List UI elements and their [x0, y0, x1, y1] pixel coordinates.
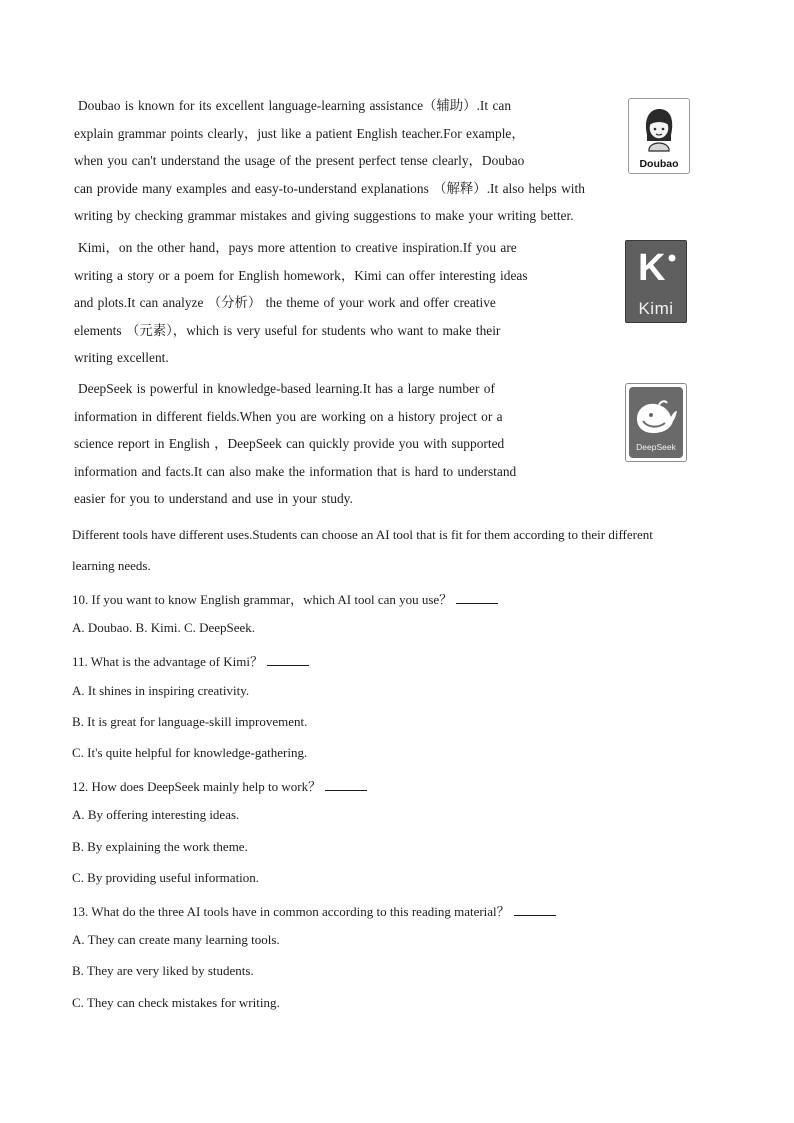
question-12-option-c: C. By providing useful information.: [72, 870, 260, 885]
kimi-logo-text: Kimi: [638, 299, 674, 318]
kimi-logo-mark: K: [638, 247, 666, 289]
question-13: [72, 901, 556, 920]
question-stem: 12. How does DeepSeek mainly help to work？: [72, 779, 322, 794]
paragraph-line: can provide many examples and easy-to-understand explanations （解释）.It also helps with: [74, 180, 585, 196]
question-stem: 10. If you want to know English grammar，which AI tool can you use？: [72, 592, 453, 607]
question-11-option-a: A. It shines in inspiring creativity.: [72, 683, 250, 698]
question-13-option-a: A. They can create many learning tools.: [72, 932, 280, 947]
doubao-paragraph: [74, 92, 585, 230]
paragraph-line: writing excellent.: [74, 350, 169, 366]
paragraph-line: writing a story or a poem for English homework，Kimi can offer interesting ideas: [74, 267, 528, 283]
question-10-options: A. Doubao. B. Kimi. C. DeepSeek.: [72, 620, 256, 635]
doubao-logo: [628, 98, 690, 174]
answer-blank[interactable]: [456, 593, 498, 604]
paragraph-line: information and facts.It can also make the information that is hard to understand: [74, 463, 517, 479]
paragraph-line: elements （元素），which is very useful for students who want to make their: [74, 322, 501, 338]
paragraph-line: explain grammar points clearly，just like a patient English teacher.For example，: [74, 125, 525, 141]
paragraph-line: when you can't understand the usage of the present perfect tense clearly，Doubao: [74, 153, 525, 169]
summary-line-1: Different tools have different uses.Students can choose an AI tool that is fit for them according to their different: [72, 527, 653, 542]
kimi-dot-icon: [666, 252, 678, 264]
question-11-option-b: B. It is great for language-skill improvement.: [72, 714, 308, 729]
paragraph-line: DeepSeek is powerful in knowledge-based learning.It has a large number of: [78, 381, 495, 396]
answer-blank[interactable]: [325, 780, 367, 791]
deepseek-logo-inner: [629, 387, 683, 458]
paragraph-line: information in different fields.When you are working on a history project or a: [74, 408, 503, 424]
deepseek-paragraph: [74, 375, 516, 513]
summary-line-2: learning needs.: [72, 558, 151, 573]
question-12-option-a: A. By offering interesting ideas.: [72, 807, 240, 822]
kimi-k-icon: [638, 247, 676, 289]
question-12: [72, 776, 367, 795]
paragraph-line: Kimi，on the other hand，pays more attention to creative inspiration.If you are: [78, 240, 517, 255]
paragraph-line: easier for you to understand and use in your study.: [74, 491, 353, 507]
paragraph-line: writing by checking grammar mistakes and giving suggestions to make your writing better.: [74, 208, 574, 224]
question-11-option-c: C. It's quite helpful for knowledge-gathering.: [72, 745, 308, 760]
deepseek-logo-text: DeepSeek: [636, 442, 676, 452]
question-12-option-b: B. By explaining the work theme.: [72, 839, 248, 854]
question-13-option-c: C. They can check mistakes for writing.: [72, 995, 280, 1010]
deepseek-logo: [625, 383, 687, 462]
doubao-logo-text: Doubao: [639, 158, 679, 170]
paragraph-line: Doubao is known for its excellent language-learning assistance（辅助）.It can: [78, 98, 512, 113]
whale-icon: [629, 391, 683, 441]
answer-blank[interactable]: [267, 655, 309, 666]
question-13-option-b: B. They are very liked by students.: [72, 963, 254, 978]
question-10: [72, 589, 498, 608]
kimi-paragraph: [74, 234, 528, 372]
doubao-avatar-icon: [629, 101, 689, 161]
kimi-logo: [625, 240, 687, 323]
question-stem: 11. What is the advantage of Kimi？: [72, 654, 263, 669]
paragraph-line: and plots.It can analyze （分析） the theme of your work and offer creative: [74, 295, 496, 311]
question-11: [72, 651, 309, 670]
question-stem: 13. What do the three AI tools have in common according to this reading material？: [72, 904, 510, 919]
paragraph-line: science report in English ，DeepSeek can quickly provide you with supported: [74, 436, 505, 452]
answer-blank[interactable]: [514, 905, 556, 916]
